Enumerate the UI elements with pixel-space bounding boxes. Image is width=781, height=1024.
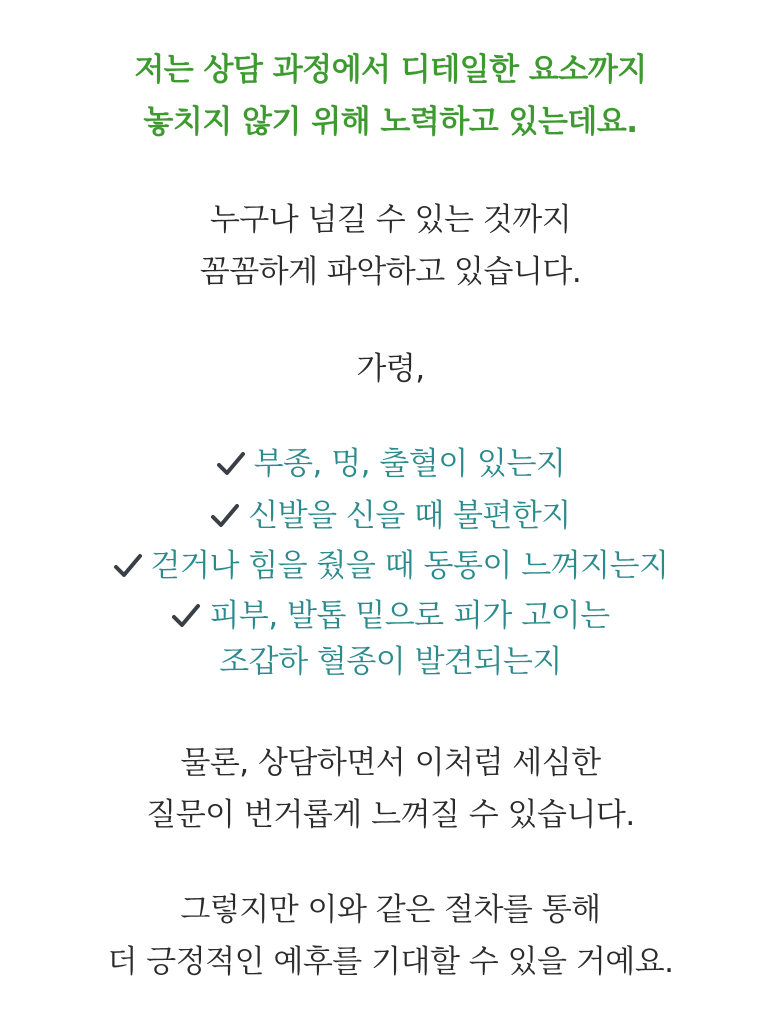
checklist-item-continuation: 조갑하 혈종이 발견되는지 <box>219 644 562 680</box>
example-label: 가령, <box>356 351 425 387</box>
note-line-1: 물론, 상담하면서 이처럼 세심한 <box>180 745 601 781</box>
check-icon <box>113 551 143 581</box>
checklist-item-text: 걷거나 힘을 줬을 때 동통이 느껴지는지 <box>150 548 669 584</box>
detail-line-1: 누구나 넘길 수 있는 것까지 <box>209 202 572 238</box>
checklist-item <box>0 444 781 489</box>
checklist-item <box>0 546 781 591</box>
intro-line-2: 놓치지 않기 위해 노력하고 있는데요. <box>143 104 638 140</box>
checklist-item <box>0 596 781 641</box>
detail-line-2: 꼼꼼하게 파악하고 있습니다. <box>199 254 582 290</box>
checklist-item-text: 부종, 멍, 출혈이 있는지 <box>253 446 566 482</box>
note-line-2: 질문이 번거롭게 느껴질 수 있습니다. <box>146 797 635 833</box>
checklist-item-text: 신발을 신을 때 불편한지 <box>248 498 571 534</box>
check-icon <box>216 449 246 479</box>
check-icon <box>210 501 240 531</box>
checklist-item <box>0 496 781 541</box>
checklist-item-text: 피부, 발톱 밑으로 피가 고이는 <box>209 598 610 634</box>
closing-line-2: 더 긍정적인 예후를 기대할 수 있을 거예요. <box>107 944 674 980</box>
intro-line-1: 저는 상담 과정에서 디테일한 요소까지 <box>134 52 647 88</box>
check-icon <box>171 601 201 631</box>
closing-line-1: 그렇지만 이와 같은 절차를 통해 <box>180 892 601 928</box>
